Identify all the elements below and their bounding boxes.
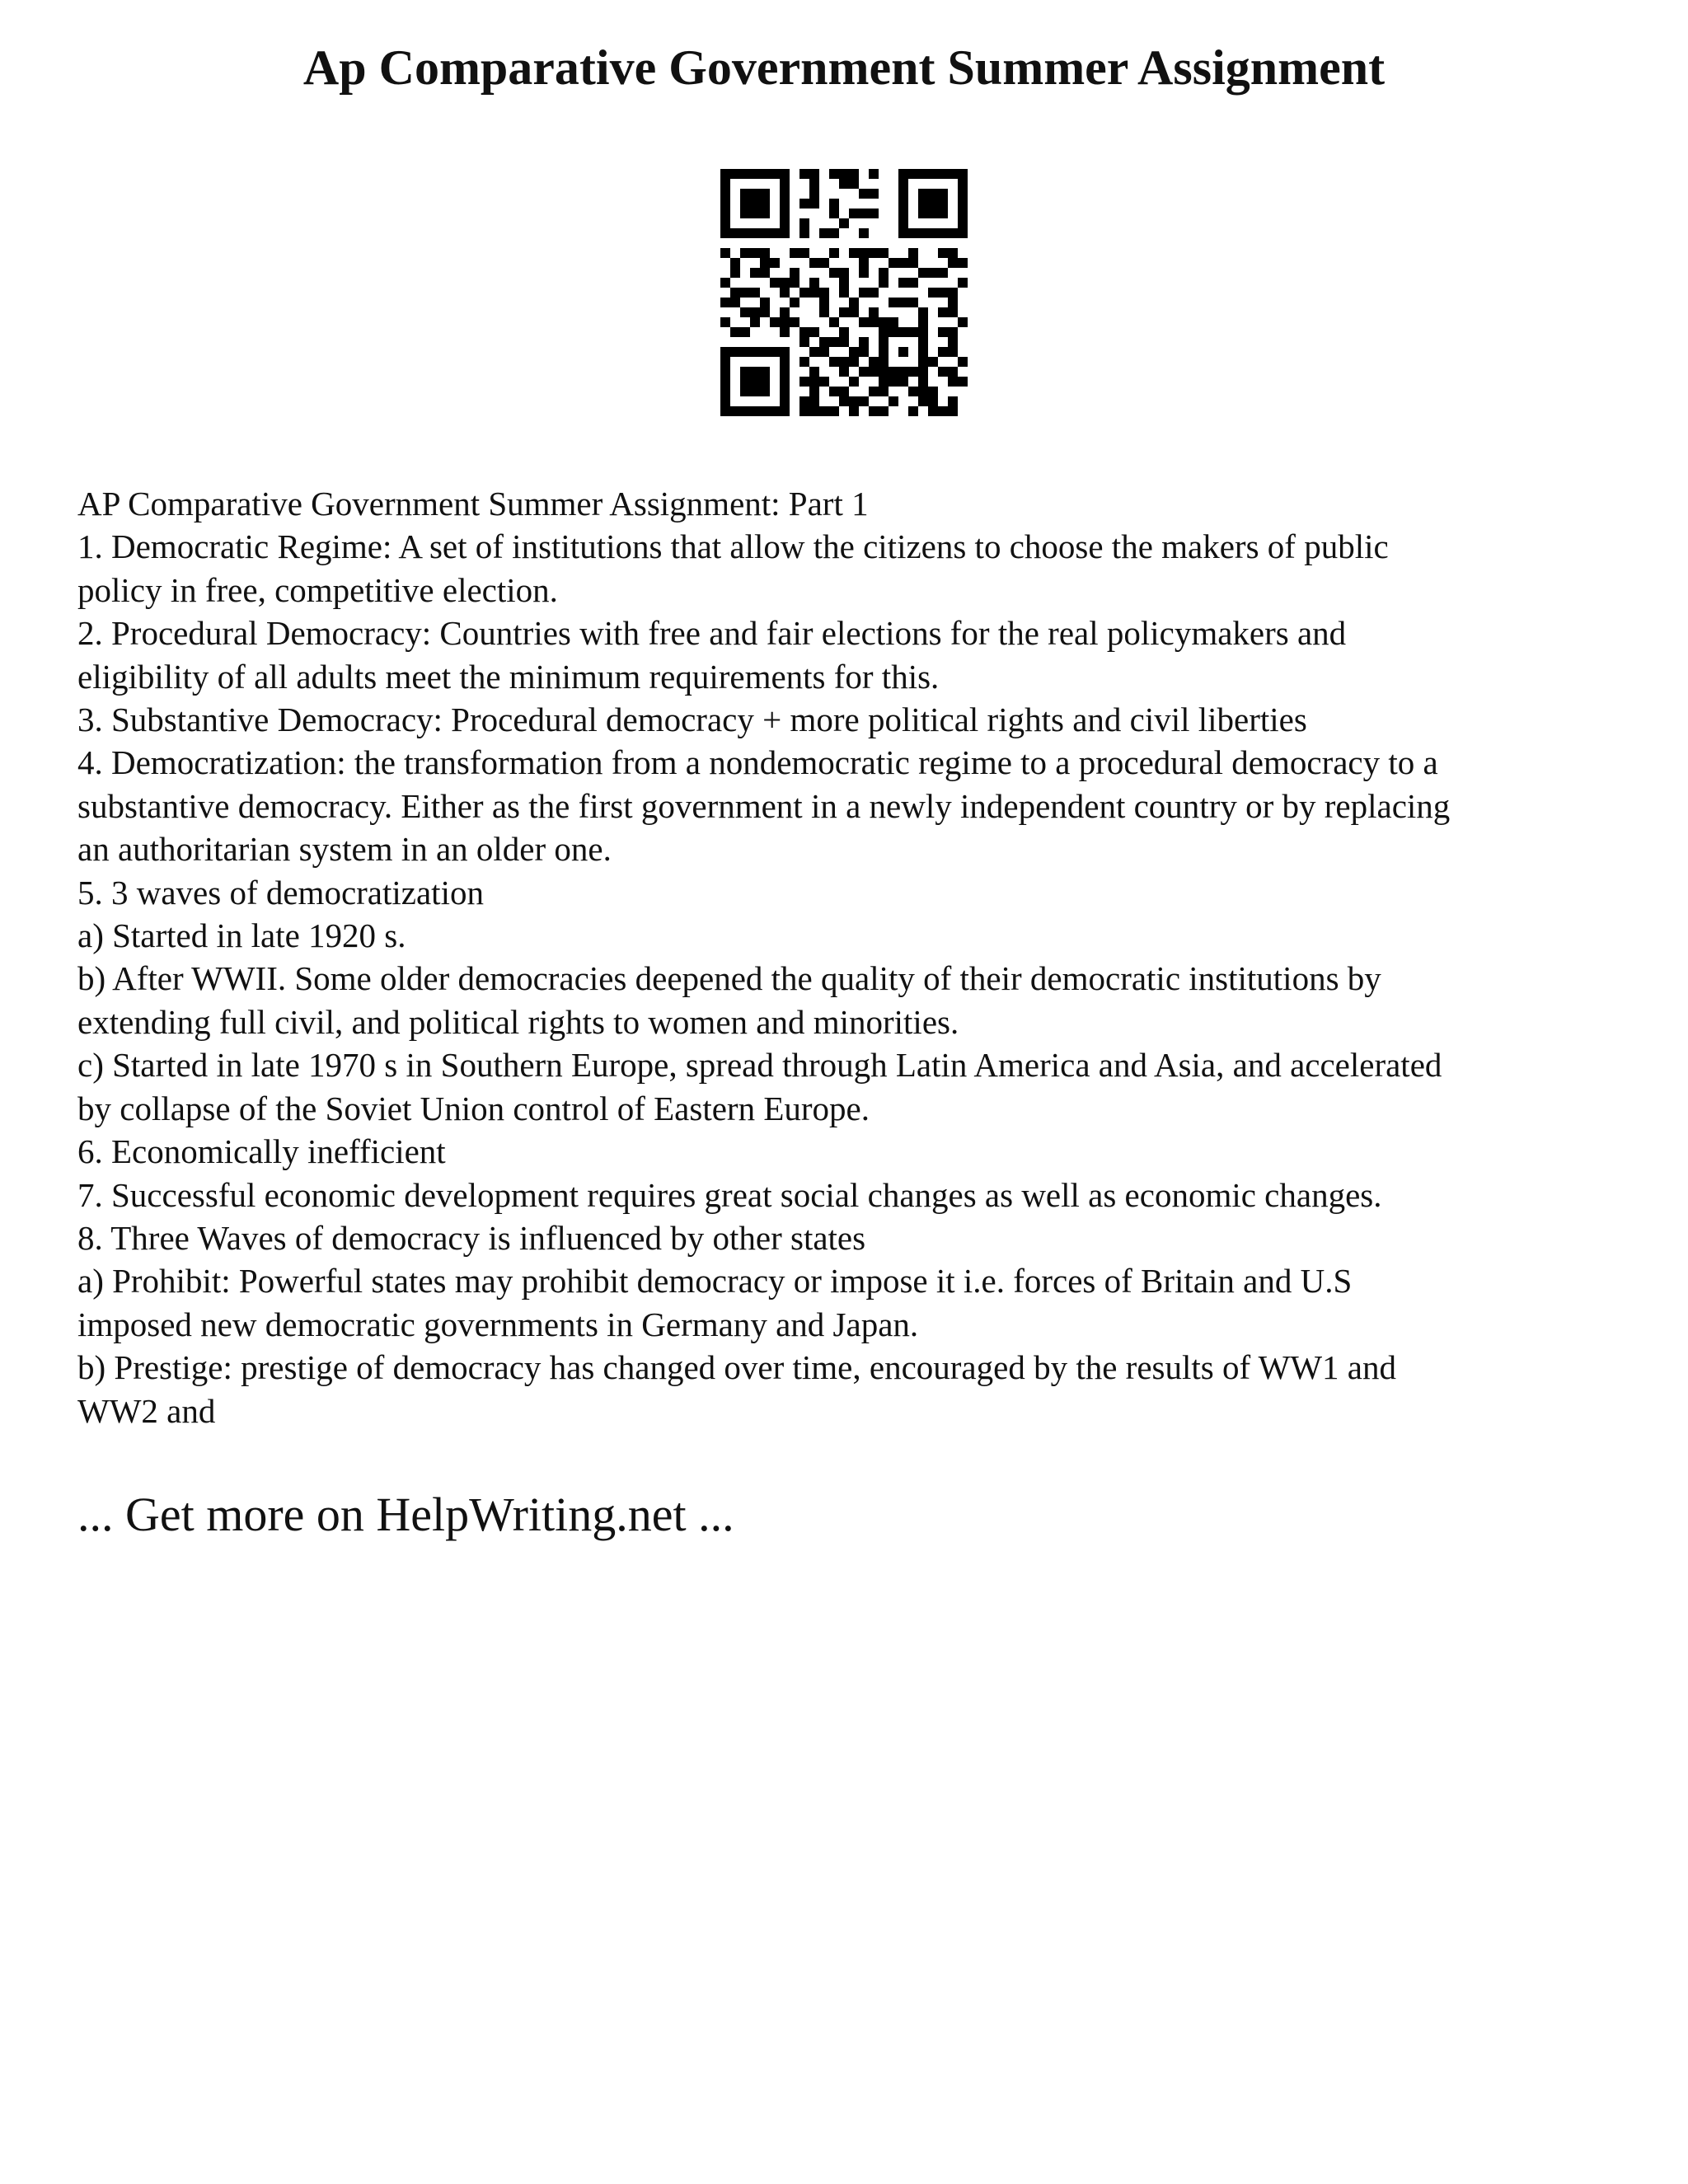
text-line: 5. 3 waves of democratization xyxy=(77,873,484,912)
text-line: 7. Successful economic development requires great social changes as well as economic changes. xyxy=(77,1175,1382,1214)
text-line: b) Prestige: prestige of democracy has changed over time, encouraged by the results of WW1 and xyxy=(77,1348,1396,1387)
text-line: AP Comparative Government Summer Assignment: Part 1 xyxy=(77,485,869,523)
text-line: policy in free, competitive election. xyxy=(77,570,558,609)
text-line: 1. Democratic Regime: A set of institutions that allow the citizens to choose the makers of public xyxy=(77,527,1389,566)
assignment-text xyxy=(77,482,1627,1432)
text-line: 8. Three Waves of democracy is influenced by other states xyxy=(77,1218,866,1257)
text-line: an authoritarian system in an older one. xyxy=(77,830,612,869)
text-line: extending full civil, and political rights to women and minorities. xyxy=(77,1002,959,1041)
text-line: imposed new democratic governments in Germany and Japan. xyxy=(77,1305,919,1343)
text-line: b) After WWII. Some older democracies deepened the quality of their democratic institutions by xyxy=(77,959,1381,998)
text-line: 2. Procedural Democracy: Countries with free and fair elections for the real policymakers and xyxy=(77,614,1347,653)
text-line: substantive democracy. Either as the first government in a newly independent country or by replacing xyxy=(77,786,1451,825)
page-title: Ap Comparative Government Summer Assignment xyxy=(302,40,1386,95)
text-line: eligibility of all adults meet the minimum requirements for this. xyxy=(77,657,940,696)
text-line: by collapse of the Soviet Union control of Eastern Europe. xyxy=(77,1089,870,1127)
get-more-link[interactable]: ... Get more on HelpWriting.net ... xyxy=(77,1488,734,1541)
text-line: a) Started in late 1920 s. xyxy=(77,916,406,955)
text-line: 4. Democratization: the transformation from a nondemocratic regime to a procedural democracy to a xyxy=(77,743,1438,782)
qr-code-icon xyxy=(720,169,968,416)
text-line: 3. Substantive Democracy: Procedural democracy + more political rights and civil liberties xyxy=(77,701,1307,739)
text-line: a) Prohibit: Powerful states may prohibit democracy or impose it i.e. forces of Britain and U.S xyxy=(77,1262,1353,1301)
text-line: c) Started in late 1970 s in Southern Europe, spread through Latin America and Asia, and accelerated xyxy=(77,1046,1442,1085)
text-line: WW2 and xyxy=(77,1391,216,1430)
text-line: 6. Economically inefficient xyxy=(77,1132,446,1171)
